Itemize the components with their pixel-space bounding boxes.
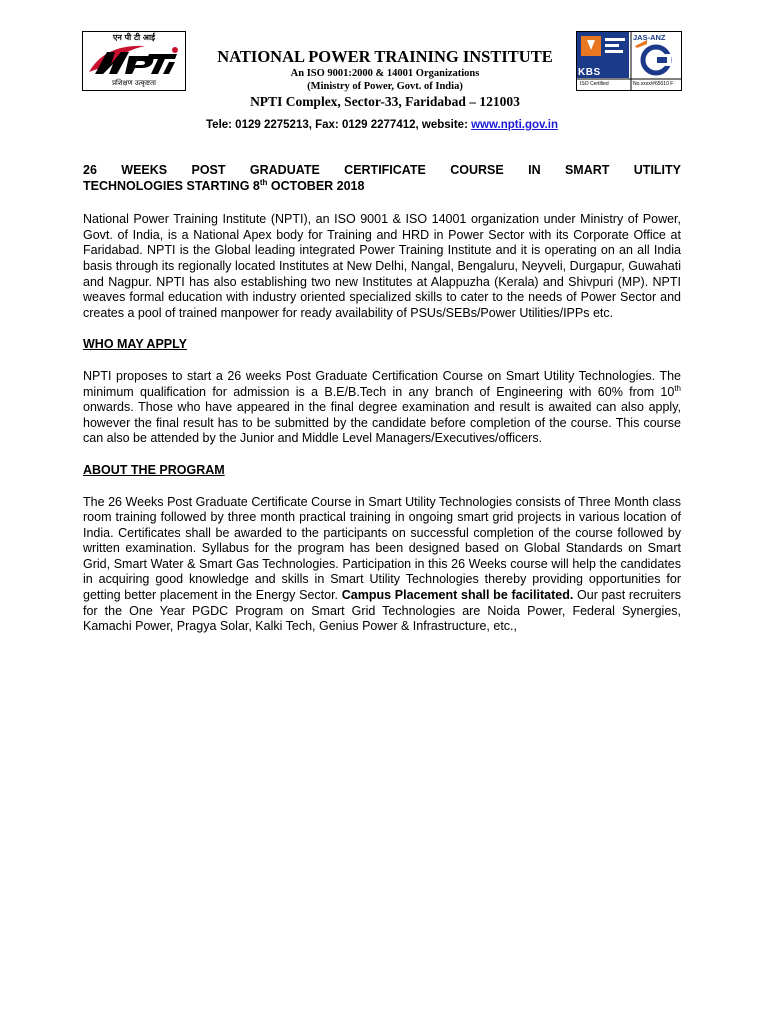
about-program-text-2: Our past recruiters for the One Year PGDC Program on Smart Grid Technologies are Noida Power, Federal Synergies, Kamachi Power, Pragya Solar, Kalki Tech, Genius Power & Infrastructure, etc., [83, 588, 681, 634]
jas-anz-label: JAS-ANZ [633, 33, 666, 42]
who-may-apply-text-1: NPTI proposes to start a 26 weeks Post Graduate Certification Course on Smart Utility Technologies. The minimum qualification for admission is a B.E/B.Tech in any branch of Engineering with 60% from 10 [83, 368, 681, 399]
document-body [83, 163, 681, 651]
about-program-text-1: The 26 Weeks Post Graduate Certificate Course in Smart Utility Technologies consists of Three Month class room training followed by three month practical training in ongoing smart grid projects in various location of India. Certificates shall be awarded to the participants on successful completion of the course followed by written examination. Syllabus for the program has been designed based on Global Standards on Smart Grid, Smart Water & Smart Gas Technologies. Participation in this 26 Weeks course will help the candidates in acquiring good knowledge and skills in Smart Utility Technologies thereby providing opportunities for getting better placement in the Energy Sector. [83, 494, 681, 603]
about-program-paragraph [83, 495, 681, 635]
course-title-line2 [83, 179, 364, 193]
contact-text: Tele: 0129 2275213, Fax: 0129 2277412, website: [206, 119, 472, 131]
course-title-superscript: th [259, 177, 268, 187]
npti-logo-hindi-top: एन पी टी आई [112, 33, 156, 42]
npti-logo [82, 31, 186, 91]
course-title-line2-text: TECHNOLOGIES STARTING 8 [83, 178, 260, 193]
kbs-label: KBS [578, 67, 601, 78]
who-may-apply-superscript: th [674, 383, 681, 393]
ministry-line: (Ministry of Power, Govt. of India) [307, 81, 463, 92]
who-may-apply-text-2: onwards. Those who have appeared in the final degree examination and result is awaited can also apply, however the final result has to be submitted by the candidate before completion of the course. This course can also be attended by the Junior and Middle Level Managers/Executives/officers. [83, 400, 681, 446]
certificate-number: No.xxxx/#65010 F [633, 81, 674, 87]
npti-logo-mark-icon [85, 42, 183, 80]
course-title-line1: 26 WEEKS POST GRADUATE CERTIFICATE COURSE IN SMART UTILITY [83, 163, 681, 177]
certification-logo [576, 31, 682, 91]
iso-line: An ISO 9001:2000 & 14001 Organizations [290, 68, 480, 79]
who-may-apply-paragraph [83, 369, 681, 447]
contact-line [82, 118, 682, 132]
institute-title: NATIONAL POWER TRAINING INSTITUTE [217, 47, 553, 66]
who-may-apply-heading: WHO MAY APPLY [83, 337, 187, 352]
about-program-heading: ABOUT THE PROGRAM [83, 462, 225, 477]
campus-placement-text: Campus Placement shall be facilitated. [341, 588, 574, 603]
website-link[interactable]: www.npti.gov.in [471, 119, 558, 131]
iso-certified-label: ISO Certified [580, 81, 609, 87]
course-title [83, 163, 681, 194]
intro-paragraph: National Power Training Institute (NPTI), an ISO 9001 & ISO 14001 organization under Ministry of Power, Govt. of India, is a National Apex body for Training and HRD in Power Sector with its Corporate Office at Faridabad. NPTI is the Global leading integrated Power Training Institute and it is operating on an all India basis through its regionally located Institutes at New Delhi, Nangal, Bengaluru, Neyveli, Durgapur, Guwahati and Nagpur. NPTI has also establishing two new Institutes at Alappuzha (Kerala) and Shivpuri (MP). NPTI weaves formal education with industry oriented specialized skills to cater to the needs of Power Sector and creates a pool of trained manpower for ready availability of PSUs/SEBs/Power Utilities/IPPs etc. [83, 212, 681, 320]
npti-logo-hindi-bottom: प्रशिक्षण उत्कृष्टता [112, 79, 156, 87]
address-line: NPTI Complex, Sector-33, Faridabad – 121003 [250, 94, 520, 109]
course-title-line2-suffix: OCTOBER 2018 [267, 178, 365, 193]
